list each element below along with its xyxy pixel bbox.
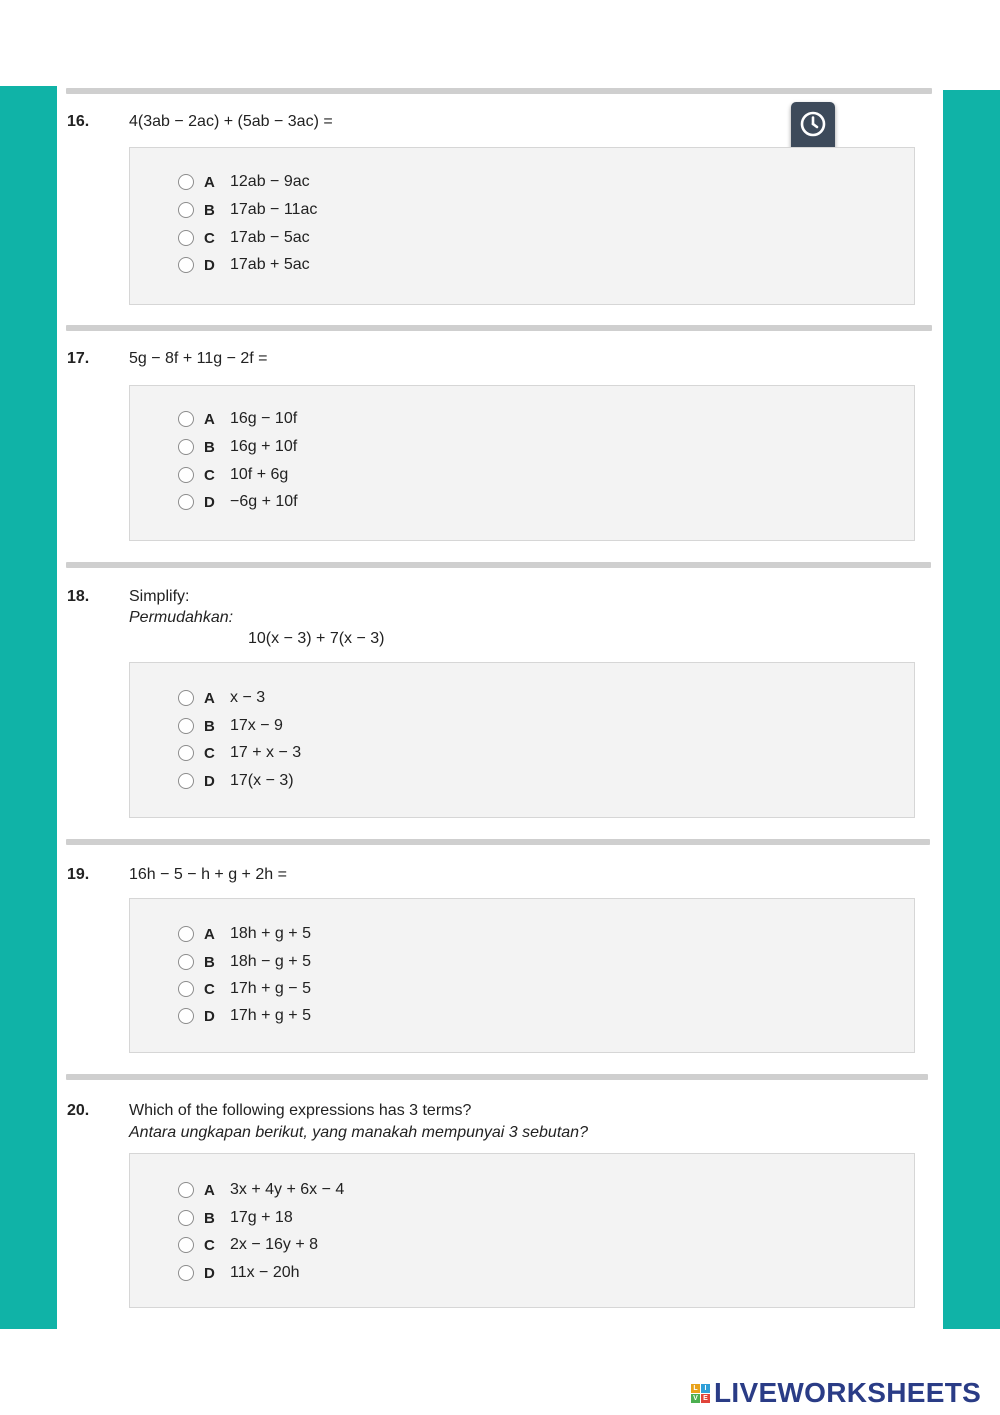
options-box bbox=[129, 147, 915, 305]
option-d[interactable]: D −6g + 10f bbox=[178, 491, 298, 513]
radio-button[interactable] bbox=[178, 494, 194, 510]
timer-icon bbox=[799, 110, 827, 138]
radio-button[interactable] bbox=[178, 230, 194, 246]
question-number: 19. bbox=[67, 866, 90, 883]
radio-button[interactable] bbox=[178, 981, 194, 997]
option-c[interactable]: C 17ab − 5ac bbox=[178, 227, 310, 249]
option-b[interactable]: B 17ab − 11ac bbox=[178, 199, 317, 221]
option-a[interactable]: A 16g − 10f bbox=[178, 408, 297, 430]
radio-button[interactable] bbox=[178, 690, 194, 706]
question-text: 16h − 5 − h + g + 2h = bbox=[129, 866, 287, 883]
option-text: 17ab − 11ac bbox=[230, 201, 318, 218]
option-b[interactable]: B 17x − 9 bbox=[178, 715, 283, 737]
option-text: 17 + x − 3 bbox=[230, 744, 302, 761]
option-c[interactable]: C 10f + 6g bbox=[178, 464, 288, 486]
brand-logo-icon: L I V E bbox=[691, 1384, 710, 1403]
question-number: 17. bbox=[67, 350, 90, 367]
option-text: 18h − g + 5 bbox=[230, 953, 311, 970]
section-divider bbox=[66, 839, 930, 845]
options-box bbox=[129, 662, 915, 818]
option-text: 11x − 20h bbox=[230, 1264, 300, 1281]
question-text-malay: Antara ungkapan berikut, yang manakah mempunyai 3 sebutan? bbox=[129, 1124, 588, 1141]
options-box bbox=[129, 385, 915, 541]
option-text: 17g + 18 bbox=[230, 1209, 293, 1226]
section-divider bbox=[66, 325, 932, 331]
options-box bbox=[129, 1153, 915, 1308]
option-text: 18h + g + 5 bbox=[230, 925, 311, 942]
option-text: 17h + g − 5 bbox=[230, 980, 311, 997]
radio-button[interactable] bbox=[178, 745, 194, 761]
option-d[interactable]: D 17ab + 5ac bbox=[178, 254, 310, 276]
option-text: 17ab + 5ac bbox=[230, 256, 310, 273]
options-box bbox=[129, 898, 915, 1053]
brand-name: LIVEWORKSHEETS bbox=[714, 1377, 982, 1408]
question-text: 5g − 8f + 11g − 2f = bbox=[129, 350, 268, 367]
option-text: 16g − 10f bbox=[230, 410, 298, 427]
radio-button[interactable] bbox=[178, 174, 194, 190]
left-teal-band bbox=[0, 86, 57, 1329]
option-text: 17h + g + 5 bbox=[230, 1007, 311, 1024]
option-a[interactable]: A 18h + g + 5 bbox=[178, 923, 311, 945]
section-divider bbox=[66, 88, 932, 94]
radio-button[interactable] bbox=[178, 773, 194, 789]
option-b[interactable]: B 18h − g + 5 bbox=[178, 951, 311, 973]
section-divider bbox=[66, 562, 931, 568]
question-text: Which of the following expressions has 3 terms? bbox=[129, 1102, 472, 1119]
option-c[interactable]: C 17h + g − 5 bbox=[178, 978, 311, 1000]
option-b[interactable]: B 17g + 18 bbox=[178, 1207, 293, 1229]
option-text: 17ab − 5ac bbox=[230, 229, 310, 246]
right-teal-band bbox=[943, 90, 1000, 1329]
option-c[interactable]: C 2x − 16y + 8 bbox=[178, 1234, 318, 1256]
question-number: 18. bbox=[67, 588, 90, 605]
option-text: 17x − 9 bbox=[230, 717, 283, 734]
radio-button[interactable] bbox=[178, 926, 194, 942]
option-text: −6g + 10f bbox=[230, 493, 298, 510]
option-text: 10f + 6g bbox=[230, 466, 289, 483]
option-d[interactable]: D 17(x − 3) bbox=[178, 770, 294, 792]
radio-button[interactable] bbox=[178, 439, 194, 455]
radio-button[interactable] bbox=[178, 1008, 194, 1024]
option-b[interactable]: B 16g + 10f bbox=[178, 436, 297, 458]
option-text: 2x − 16y + 8 bbox=[230, 1236, 319, 1253]
question-expression: 10(x − 3) + 7(x − 3) bbox=[248, 630, 385, 647]
radio-button[interactable] bbox=[178, 954, 194, 970]
option-text: x − 3 bbox=[230, 689, 266, 706]
radio-button[interactable] bbox=[178, 411, 194, 427]
radio-button[interactable] bbox=[178, 718, 194, 734]
radio-button[interactable] bbox=[178, 257, 194, 273]
question-number: 20. bbox=[67, 1102, 90, 1119]
option-text: 16g + 10f bbox=[230, 438, 298, 455]
option-d[interactable]: D 17h + g + 5 bbox=[178, 1005, 311, 1027]
timer-button[interactable] bbox=[797, 108, 829, 140]
option-a[interactable]: A 12ab − 9ac bbox=[178, 171, 310, 193]
option-text: 12ab − 9ac bbox=[230, 173, 310, 190]
option-text: 3x + 4y + 6x − 4 bbox=[230, 1181, 345, 1198]
question-text-malay: Permudahkan: bbox=[129, 609, 234, 626]
question-number: 16. bbox=[67, 113, 90, 130]
section-divider bbox=[66, 1074, 928, 1080]
option-c[interactable]: C 17 + x − 3 bbox=[178, 742, 301, 764]
option-a[interactable]: A x − 3 bbox=[178, 687, 265, 709]
radio-button[interactable] bbox=[178, 467, 194, 483]
radio-button[interactable] bbox=[178, 202, 194, 218]
question-text: Simplify: bbox=[129, 588, 190, 605]
option-text: 17(x − 3) bbox=[230, 772, 294, 789]
radio-button[interactable] bbox=[178, 1210, 194, 1226]
option-d[interactable]: D 11x − 20h bbox=[178, 1262, 300, 1284]
radio-button[interactable] bbox=[178, 1237, 194, 1253]
liveworksheets-logo[interactable] bbox=[691, 1373, 981, 1413]
question-text: 4(3ab − 2ac) + (5ab − 3ac) = bbox=[129, 113, 333, 130]
radio-button[interactable] bbox=[178, 1182, 194, 1198]
option-a[interactable]: A 3x + 4y + 6x − 4 bbox=[178, 1179, 344, 1201]
radio-button[interactable] bbox=[178, 1265, 194, 1281]
